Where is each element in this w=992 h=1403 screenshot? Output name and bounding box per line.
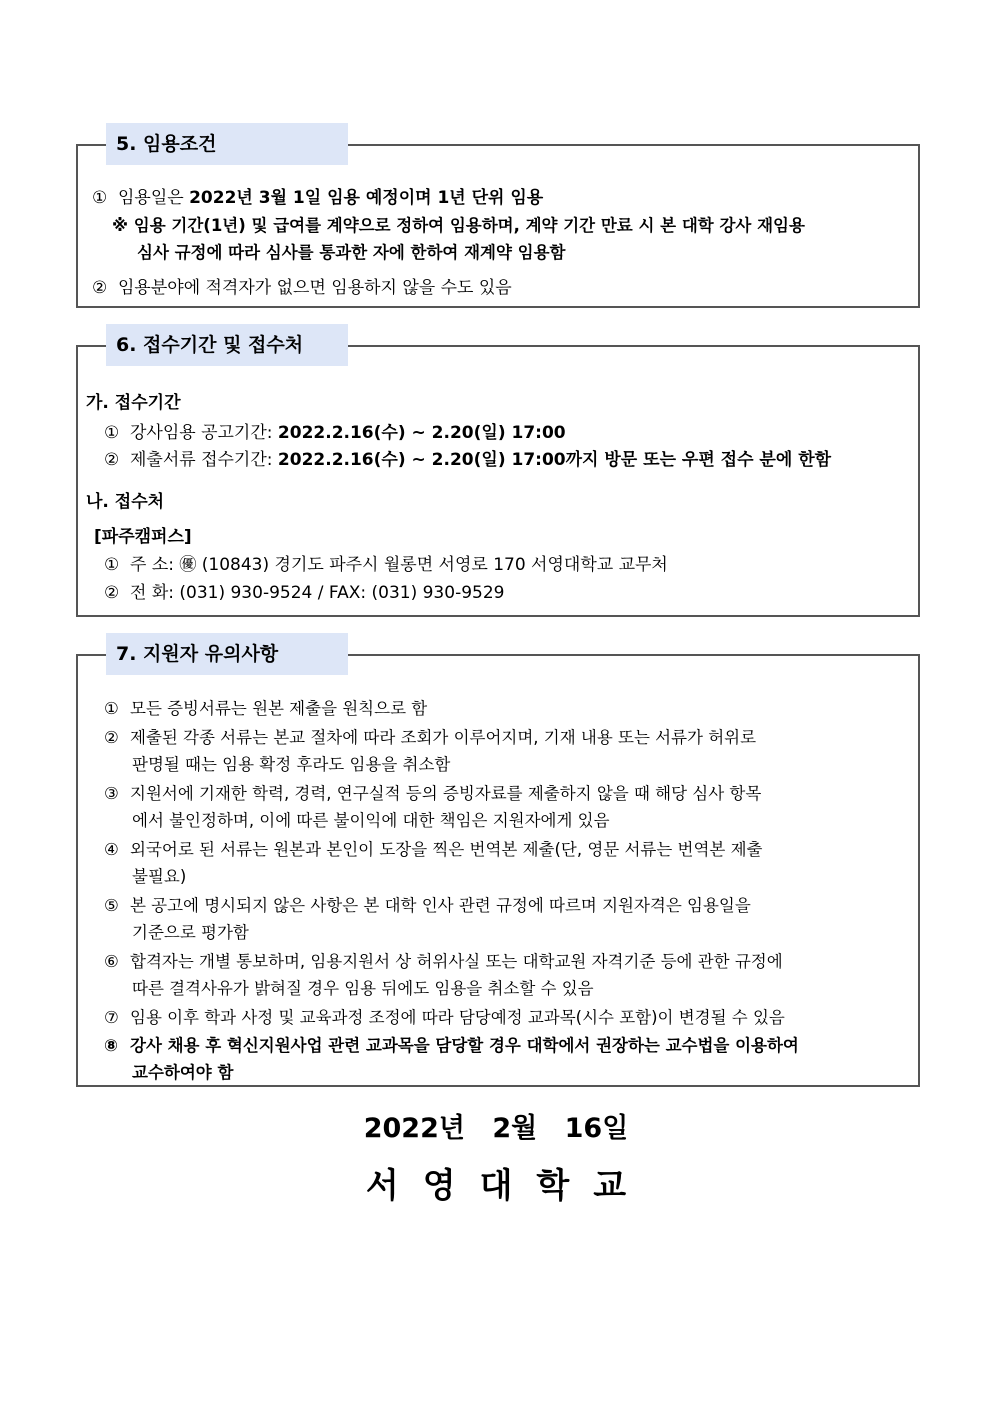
campus-label: [파주캠퍼스] (94, 527, 192, 547)
phone-item (104, 580, 504, 606)
list-item (104, 836, 904, 892)
item-line-2: 불필요) (132, 867, 187, 886)
list-item (104, 780, 904, 836)
item-number: ① (104, 555, 120, 575)
address-item (104, 552, 668, 578)
section-5-title: 5. 임용조건 (106, 123, 348, 165)
period-heading: 가. 접수기간 (86, 393, 181, 413)
item-number: ⑥ (104, 952, 119, 971)
item-number: ① (104, 423, 120, 443)
announcement-date: 2022년 2월 16일 (363, 1113, 629, 1144)
university-name: 서영대학교 (365, 1166, 651, 1206)
item-number: ① (92, 188, 108, 208)
item-label: 강사임용 공고기간: (130, 423, 278, 443)
item-line-1: 외국어로 된 서류는 원본과 본인이 도장을 찍은 번역본 제출(단, 영문 서류는 번역본 제출 (130, 840, 763, 859)
list-item (104, 696, 904, 723)
item-text: 전 화: (031) 930-9524 / FAX: (031) 930-9529 (130, 583, 505, 603)
item-line-1: 제출된 각종 서류는 본교 절차에 따라 조회가 이루어지며, 기재 내용 또는 서류가 허위로 (130, 728, 757, 747)
item-line-1: 모든 증빙서류는 원본 제출을 원칙으로 함 (130, 699, 428, 718)
section-5-item-1 (92, 185, 543, 211)
item-number: ② (92, 278, 108, 298)
period-item-2 (104, 447, 831, 473)
section-5-note-line-2: 심사 규정에 따라 심사를 통과한 자에 한하여 재계약 임용함 (137, 243, 566, 262)
item-line-2: 에서 불인정하며, 이에 따른 불이익에 대한 책임은 지원자에게 있음 (132, 811, 610, 830)
item-number: ② (104, 450, 120, 470)
item-label: 제출서류 접수기간: (130, 450, 278, 470)
item-text-bold: 2022년 3월 1일 임용 예정이며 1년 단위 임용 (189, 188, 544, 208)
list-item (104, 724, 904, 780)
section-7-title: 7. 지원자 유의사항 (106, 633, 348, 675)
item-number: ⑧ (104, 1036, 118, 1055)
item-value: 2022.2.16(수) ~ 2.20(일) 17:00까지 방문 또는 우편 접수 분에 한함 (277, 450, 832, 470)
item-line-2: 기준으로 평가함 (132, 923, 249, 942)
item-line-2: 판명될 때는 임용 확정 후라도 임용을 취소함 (132, 755, 451, 774)
item-text: 주 소: ㊝ (10843) 경기도 파주시 월롱면 서영로 170 서영대학교 교무처 (130, 555, 668, 575)
item-line-2: 교수하여야 함 (132, 1063, 234, 1082)
period-item-1 (104, 420, 566, 446)
section-6-title: 6. 접수기간 및 접수처 (106, 324, 348, 366)
item-line-1: 지원서에 기재한 학력, 경력, 연구실적 등의 증빙자료를 제출하지 않을 때 해당 심사 항목 (130, 784, 762, 803)
item-number: ② (104, 583, 120, 603)
list-item (104, 948, 904, 1004)
item-line-1: 임용 이후 학과 사정 및 교육과정 조정에 따라 담당예정 교과목(시수 포함)이 변경될 수 있음 (130, 1008, 785, 1027)
item-line-2: 따른 결격사유가 밝혀질 경우 임용 뒤에도 임용을 취소할 수 있음 (132, 979, 594, 998)
item-number: ④ (104, 840, 119, 859)
item-number: ③ (104, 784, 119, 803)
item-number: ⑦ (104, 1008, 119, 1027)
list-item (104, 892, 904, 948)
item-line-1: 강사 채용 후 혁신지원사업 관련 교과목을 담당할 경우 대학에서 권장하는 교수법을 이용하여 (130, 1036, 799, 1055)
item-text: 임용일은 (118, 188, 190, 208)
section-5-note-line-1: ※ 임용 기간(1년) 및 급여를 계약으로 정하여 임용하며, 계약 기간 만료 시 본 대학 강사 재임용 (112, 216, 805, 235)
item-line-1: 합격자는 개별 통보하며, 임용지원서 상 허위사실 또는 대학교원 자격기준 등에 관한 규정에 (130, 952, 783, 971)
item-text: 임용분야에 적격자가 없으면 임용하지 않을 수도 있음 (118, 278, 512, 298)
list-item (104, 1004, 904, 1032)
item-value: 2022.2.16(수) ~ 2.20(일) 17:00 (277, 423, 566, 443)
item-number: ⑤ (104, 896, 119, 915)
item-number: ① (104, 699, 119, 718)
place-heading: 나. 접수처 (86, 492, 165, 512)
notice-list (104, 696, 904, 1088)
item-line-1: 본 공고에 명시되지 않은 사항은 본 대학 인사 관련 규정에 따르며 지원자격은 임용일을 (130, 896, 751, 915)
list-item (104, 1032, 904, 1088)
item-number: ② (104, 728, 119, 747)
section-5-item-2 (92, 275, 512, 301)
